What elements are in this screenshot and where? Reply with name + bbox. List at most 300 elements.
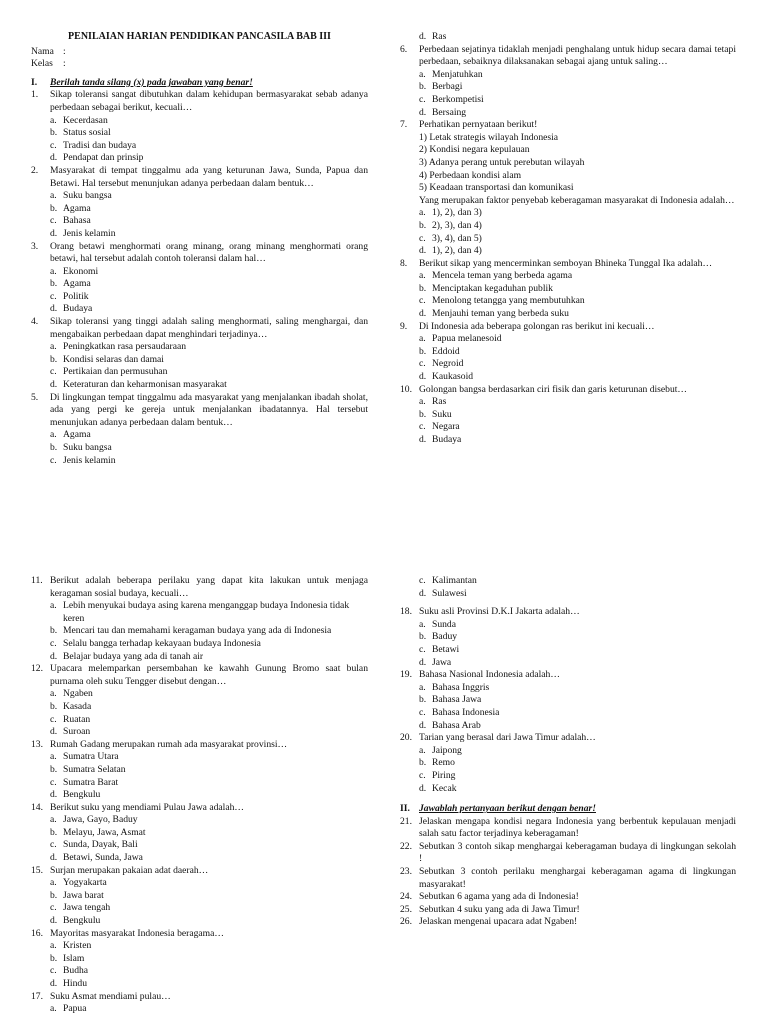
answer-option [400, 619, 736, 632]
option-text: Ngaben [63, 688, 93, 700]
question-item [400, 119, 736, 207]
option-text: Keteraturan dan keharmonisan masyarakat [63, 379, 227, 391]
answer-option [31, 291, 368, 304]
option-text: Bahasa Indonesia [432, 706, 500, 718]
question-item [400, 916, 736, 929]
option-text: Selalu bangga terhadap kekayaan budaya Indonesia [63, 637, 261, 649]
question-number: 6. [400, 43, 408, 55]
question-item [31, 241, 368, 266]
question-number: 25. [400, 903, 412, 915]
question-number: 23. [400, 866, 412, 878]
question-text [419, 891, 736, 904]
question-text [50, 241, 368, 266]
answer-option [31, 764, 368, 777]
question-text [419, 904, 736, 917]
option-text: Kasada [63, 700, 92, 712]
option-text: Yogyakarta [63, 877, 107, 889]
option-letter: d. [419, 782, 427, 794]
question-stem: Perhatikan pernyataan berikut! [419, 119, 538, 131]
question-item [400, 891, 736, 904]
option-letter: b. [50, 826, 58, 838]
option-letter: c. [50, 902, 57, 914]
option-letter: d. [50, 852, 58, 864]
answer-option [31, 827, 368, 840]
question-stem: Berikut suku yang mendiami Pulau Jawa adalah… [50, 801, 244, 813]
answer-option [31, 890, 368, 903]
question-stem: Sebutkan 6 agama yang ada di Indonesia! [419, 891, 579, 903]
option-letter: d. [419, 587, 427, 599]
question-text [50, 802, 368, 815]
option-letter: d. [50, 303, 58, 315]
question-text [50, 991, 368, 1004]
answer-option [400, 707, 736, 720]
option-text: 2), 3), dan 4) [432, 219, 482, 231]
option-text: Tradisi dan budaya [63, 139, 137, 151]
option-text: Betawi [432, 643, 460, 655]
option-text: Remo [432, 757, 455, 769]
answer-option [31, 127, 368, 140]
answer-option [400, 631, 736, 644]
answer-option [31, 140, 368, 153]
option-letter: a. [50, 429, 57, 441]
question-item [400, 321, 736, 334]
answer-option [400, 220, 736, 233]
question-number: 7. [400, 119, 408, 131]
option-text: Ras [432, 396, 447, 408]
option-letter: c. [50, 290, 57, 302]
option-letter: b. [50, 763, 58, 775]
question-text [50, 928, 368, 941]
question-stem: Di Indonesia ada beberapa golongan ras berikut ini kecuali… [419, 320, 655, 332]
answer-option [31, 701, 368, 714]
answer-option [31, 1003, 368, 1016]
answer-option [400, 207, 736, 220]
option-text: Sumatra Barat [63, 776, 119, 788]
option-text: Kondisi selaras dan damai [63, 353, 164, 365]
answer-option [31, 852, 368, 865]
option-text: Papua [63, 1003, 87, 1015]
option-text: Budaya [63, 303, 93, 315]
answer-option [400, 783, 736, 796]
option-letter: c. [50, 139, 57, 151]
option-text: Islam [63, 952, 85, 964]
question-stem: Jelaskan mengapa kondisi negara Indonesia yang berbentuk kepulauan menjadi salah satu factor terjadinya keberagaman! [419, 815, 736, 840]
answer-option [31, 625, 368, 638]
option-text: Lebih menyukai budaya asing karena menganggap budaya Indonesia tidak keren [63, 600, 350, 624]
question-item [400, 606, 736, 619]
answer-option [31, 714, 368, 727]
option-letter: b. [50, 952, 58, 964]
answer-option [400, 575, 736, 588]
option-text: Sumatra Utara [63, 751, 119, 763]
option-text: Jawa, Gayo, Baduy [63, 814, 138, 826]
option-letter: d. [419, 31, 427, 42]
question-stem: Bahasa Nasional Indonesia adalah… [419, 669, 560, 681]
question-number: 12. [31, 663, 43, 675]
option-letter: a. [419, 333, 426, 345]
answer-option [400, 81, 736, 94]
answer-option [400, 644, 736, 657]
option-letter: b. [50, 889, 58, 901]
option-text: Kristen [63, 940, 92, 952]
question-stem: Sikap toleransi sangat dibutuhkan dalam kehidupan bermasyarakat sebab adanya perbedaan sebagai berikut, kecuali… [50, 89, 368, 113]
answer-option [400, 94, 736, 107]
question-stem: Berikut adalah beberapa perilaku yang dapat kita lakukan untuk menjaga keragaman sosial budaya, kecuali… [50, 575, 368, 599]
option-letter: d. [419, 719, 427, 731]
option-text: Jawa barat [63, 889, 104, 901]
option-letter: d. [419, 371, 427, 383]
option-letter: d. [50, 227, 58, 239]
statement-line: 3) Adanya perang untuk perebutan wilayah [419, 156, 585, 168]
option-text: Mencela teman yang berbeda agama [432, 270, 573, 282]
question-item [31, 928, 368, 941]
option-text: Budaya [432, 434, 462, 445]
question-item [400, 44, 736, 69]
question-text [419, 606, 736, 619]
question-text [419, 384, 736, 397]
name-row [31, 46, 368, 59]
statement-line: 1) Letak strategis wilayah Indonesia [419, 131, 559, 143]
option-letter: d. [419, 656, 427, 668]
question-stem: Upacara melemparkan persembahan ke kawahh Gunung Bromo saat bulan purnama oleh suku Tengger disebut dengan… [50, 663, 368, 687]
option-text: Agama [63, 202, 91, 214]
option-letter: d. [50, 152, 58, 164]
option-text: Budha [63, 965, 89, 977]
statement-line: 4) Perbedaan kondisi alam [419, 169, 522, 181]
answer-option [31, 902, 368, 915]
question-item [400, 816, 736, 841]
option-letter: b. [419, 345, 427, 357]
answer-option [31, 379, 368, 392]
answer-option [31, 455, 368, 468]
class-label: Kelas [31, 58, 53, 70]
statement-line: 5) Keadaan transportasi dan komunikasi [419, 182, 574, 194]
question-number: 3. [31, 240, 39, 252]
option-text: Agama [63, 278, 91, 290]
option-text: Sunda, Dayak, Bali [63, 839, 138, 851]
option-text: Jenis kelamin [63, 454, 116, 466]
section-number: I. [31, 76, 38, 88]
question-stem: Masyarakat di tempat tinggalmu ada yang keturunan Jawa, Sunda, Papua dan Betawi. Hal tersebut menunjukan adanya perbedaan dalam bentuk… [50, 164, 368, 189]
question-stem: Sikap toleransi yang tinggi adalah saling menghormati, saling menghargai, dan mengabaikan perbedaan dapat menghindari terjadinya… [50, 316, 368, 340]
essay-list [400, 816, 736, 929]
question-stem: Berikut sikap yang mencerminkan semboyan Bhineka Tunggal Ika adalah… [419, 257, 713, 269]
option-letter: a. [419, 396, 426, 408]
answer-option [400, 757, 736, 770]
answer-option [31, 429, 368, 442]
question-text [50, 739, 368, 752]
option-text: Ras [432, 31, 447, 42]
question-number: 17. [31, 990, 43, 1002]
question-text [419, 321, 736, 334]
question-stem: Perbedaan sejatinya tidaklah menjadi penghalang untuk hidup secara damai tetapi perbedaan, sebaiknya dilaksanakan sebagai ajang untuk saling… [419, 43, 736, 68]
option-letter: c. [419, 358, 426, 370]
question-text [419, 258, 736, 271]
option-text: Pendapat dan prinsip [63, 152, 144, 164]
question-stem: Sebutkan 4 suku yang ada di Jawa Timur! [419, 903, 580, 915]
page2-left-column [31, 575, 368, 1016]
question-item [400, 841, 736, 866]
question-text [419, 866, 736, 891]
option-letter: a. [50, 688, 57, 700]
option-text: Bahasa Arab [432, 719, 481, 731]
question-stem: Jelaskan mengenai upacara adat Ngaben! [419, 916, 578, 928]
option-letter: b. [419, 81, 427, 93]
option-text: Menjatuhkan [432, 68, 483, 80]
option-letter: b. [419, 219, 427, 231]
option-text: Kecak [432, 782, 457, 794]
option-text: Ruatan [63, 713, 91, 725]
option-text: Melayu, Jawa, Asmat [63, 826, 146, 838]
answer-option [400, 770, 736, 783]
option-letter: b. [50, 278, 58, 290]
question-text [419, 916, 736, 929]
question-item [31, 392, 368, 430]
question-number: 14. [31, 801, 43, 813]
question-item [31, 802, 368, 815]
option-text: 1), 2), dan 3) [432, 207, 482, 219]
option-letter: c. [50, 366, 57, 378]
section-instruction: Berilah tanda silang (x) pada jawaban yang benar! [50, 76, 253, 88]
option-letter: d. [419, 308, 427, 320]
question-number: 19. [400, 669, 412, 681]
option-text: Menjauhi teman yang berbeda suku [432, 308, 569, 320]
answer-option [31, 366, 368, 379]
answer-option [31, 638, 368, 651]
question-text [50, 865, 368, 878]
question-text [50, 89, 368, 114]
option-letter: c. [419, 575, 426, 586]
question-item [400, 904, 736, 917]
answer-option [400, 245, 736, 258]
answer-option [400, 745, 736, 758]
option-text: Berbagi [432, 81, 463, 93]
question-text [419, 816, 736, 841]
question-stem: Di lingkungan tempat tinggalmu ada masyarakat yang menjalankan ibadah sholat, ada yang pergi ke gereja untuk menjalankan ibadatannya. Hal tersebut menunjukan adanya perbedaan dalam bentuk… [50, 391, 368, 428]
option-letter: b. [419, 694, 427, 706]
option-text: Betawi, Sunda, Jawa [63, 852, 143, 864]
answer-option [31, 115, 368, 128]
question-number: 9. [400, 320, 408, 332]
answer-option [31, 354, 368, 367]
option-letter: d. [419, 106, 427, 118]
option-text: Suku bangsa [63, 190, 112, 202]
question-stem: Suku asli Provinsi D.K.I Jakarta adalah… [419, 606, 580, 618]
class-row [31, 58, 368, 71]
option-text: Bengkulu [63, 915, 101, 927]
option-text: Jawa tengah [63, 902, 111, 914]
answer-option [400, 308, 736, 321]
option-letter: a. [50, 114, 57, 126]
question-stem: Orang betawi menghormati orang minang, orang minang menghormati orang betawi, hal tersebut adalah contoh toleransi dalam hal… [50, 240, 368, 265]
option-text: Bahasa Inggris [432, 681, 490, 693]
question-stem: Surjan merupakan pakaian adat daerah… [50, 864, 209, 876]
question-text [419, 841, 736, 866]
option-text: Bahasa [63, 215, 91, 227]
question-stem: Sebutkan 3 contoh perilaku menghargai keberagaman agama di lingkungan masyarakat! [419, 866, 736, 890]
question-item [31, 316, 368, 341]
option-letter: b. [50, 700, 58, 712]
option-letter: b. [50, 442, 58, 453]
option-text: Kalimantan [432, 575, 477, 586]
option-letter: a. [50, 190, 57, 202]
answer-option [31, 789, 368, 802]
option-letter: c. [419, 643, 426, 655]
option-letter: d. [50, 789, 58, 801]
option-text: Mencari tau dan memahami keragaman budaya yang ada di Indonesia [63, 625, 332, 637]
question-item [31, 575, 368, 600]
answer-option [31, 814, 368, 827]
answer-option [31, 940, 368, 953]
option-letter: c. [50, 965, 57, 977]
option-text: Menciptakan kegaduhan publik [432, 282, 553, 294]
option-letter: c. [419, 421, 426, 433]
answer-option [31, 600, 368, 625]
option-text: Jenis kelamin [63, 227, 116, 239]
question-number: 13. [31, 738, 43, 750]
option-letter: b. [50, 127, 58, 139]
question-stem: Mayoritas masyarakat Indonesia beragama… [50, 927, 224, 939]
section-instruction: Jawablah pertanyaan berikut dengan benar! [419, 803, 596, 815]
option-text: Bengkulu [63, 789, 101, 801]
question-text [50, 392, 368, 430]
option-letter: a. [50, 940, 57, 952]
answer-option [400, 333, 736, 346]
answer-option [400, 31, 736, 44]
option-text: 1), 2), dan 4) [432, 245, 482, 257]
option-letter: c. [419, 232, 426, 244]
option-text: Ekonomi [63, 265, 99, 277]
question-item [400, 866, 736, 891]
section-one-heading [31, 77, 368, 90]
answer-option [31, 228, 368, 241]
question-number: 4. [31, 316, 39, 328]
class-colon: : [63, 58, 66, 70]
name-colon: : [63, 45, 66, 57]
option-text: Sumatra Selatan [63, 763, 126, 775]
answer-option [31, 777, 368, 790]
option-text: Belajar budaya yang ada di tanah air [63, 650, 204, 662]
option-text: Baduy [432, 631, 458, 643]
option-letter: a. [419, 744, 426, 756]
answer-option [400, 694, 736, 707]
statement-line: 2) Kondisi negara kepulauan [419, 144, 530, 156]
answer-option [31, 726, 368, 739]
option-letter: c. [50, 637, 57, 649]
option-letter: b. [419, 757, 427, 769]
question-list [400, 606, 736, 795]
option-text: Hindu [63, 978, 87, 989]
option-text: Suku bangsa [63, 442, 112, 453]
question-item [31, 89, 368, 114]
option-letter: d. [50, 379, 58, 391]
question-item [31, 739, 368, 752]
answer-option [31, 442, 368, 455]
answer-option [31, 751, 368, 764]
question-stem: Golongan bangsa berdasarkan ciri fisik dan garis keturunan disebut… [419, 383, 688, 395]
answer-option [31, 266, 368, 279]
answer-option [400, 371, 736, 384]
question-stem-continued: Yang merupakan faktor penyebab keberagaman masyarakat di Indonesia adalah… [419, 194, 735, 206]
answer-option [400, 283, 736, 296]
answer-option [31, 152, 368, 165]
option-text: Pertikaian dan permusuhan [63, 366, 168, 378]
question-list [31, 89, 368, 467]
answer-option [400, 720, 736, 733]
question-text [419, 669, 736, 682]
answer-option [400, 657, 736, 670]
question-text [419, 44, 736, 69]
page2-right-column [400, 575, 736, 929]
option-letter: a. [419, 68, 426, 80]
option-text: Peningkatkan rasa persaudaraan [63, 341, 187, 353]
question-number: 26. [400, 916, 412, 928]
option-letter: a. [419, 270, 426, 282]
question-item [400, 258, 736, 271]
option-text: Agama [63, 429, 91, 441]
answer-option [400, 409, 736, 422]
question-number: 20. [400, 732, 412, 744]
option-letter: b. [50, 202, 58, 214]
question-list [31, 575, 368, 1016]
answer-option [400, 396, 736, 409]
answer-option [400, 295, 736, 308]
question-item [400, 732, 736, 745]
question-item [400, 384, 736, 397]
answer-option [400, 107, 736, 120]
question-item [31, 991, 368, 1004]
option-text: Suroan [63, 726, 91, 738]
page-title: PENILAIAN HARIAN PENDIDIKAN PANCASILA BAB III [68, 31, 331, 42]
answer-option [31, 978, 368, 991]
option-text: Jawa [432, 656, 452, 668]
option-text: Jaipong [432, 744, 462, 756]
option-letter: a. [50, 1003, 57, 1015]
option-letter: a. [50, 751, 57, 763]
option-letter: b. [419, 631, 427, 643]
question-item [31, 663, 368, 688]
answer-option [31, 839, 368, 852]
page1-left-column [31, 31, 368, 467]
page1-right-column [400, 31, 736, 447]
option-text: Eddoid [432, 345, 460, 357]
question-stem: Tarian yang berasal dari Jawa Timur adalah… [419, 732, 596, 744]
option-text: Bahasa Jawa [432, 694, 482, 706]
option-letter: c. [50, 454, 57, 466]
question-text [50, 575, 368, 600]
question-number: 10. [400, 383, 412, 395]
option-text: Sunda [432, 618, 456, 630]
question-text [50, 316, 368, 341]
option-text: Negroid [432, 358, 464, 370]
option-text: Status sosial [63, 127, 111, 139]
question-stem: Rumah Gadang merupakan rumah ada masyarakat provinsi… [50, 738, 288, 750]
option-letter: d. [50, 726, 58, 738]
question-stem: Sebutkan 3 contoh sikap menghargai keberagaman budaya di lingkungan sekolah ! [419, 840, 736, 865]
question-list [400, 44, 736, 447]
question-item [31, 165, 368, 190]
option-text: Menolong tetangga yang membutuhkan [432, 295, 585, 307]
answer-option [31, 915, 368, 928]
option-letter: c. [50, 713, 57, 725]
option-text: Bersaing [432, 106, 467, 118]
answer-option [400, 233, 736, 246]
option-letter: b. [419, 408, 427, 420]
option-text: 3), 4), dan 5) [432, 232, 482, 244]
question-number: 11. [31, 575, 43, 586]
question-item [31, 865, 368, 878]
option-letter: c. [50, 776, 57, 788]
